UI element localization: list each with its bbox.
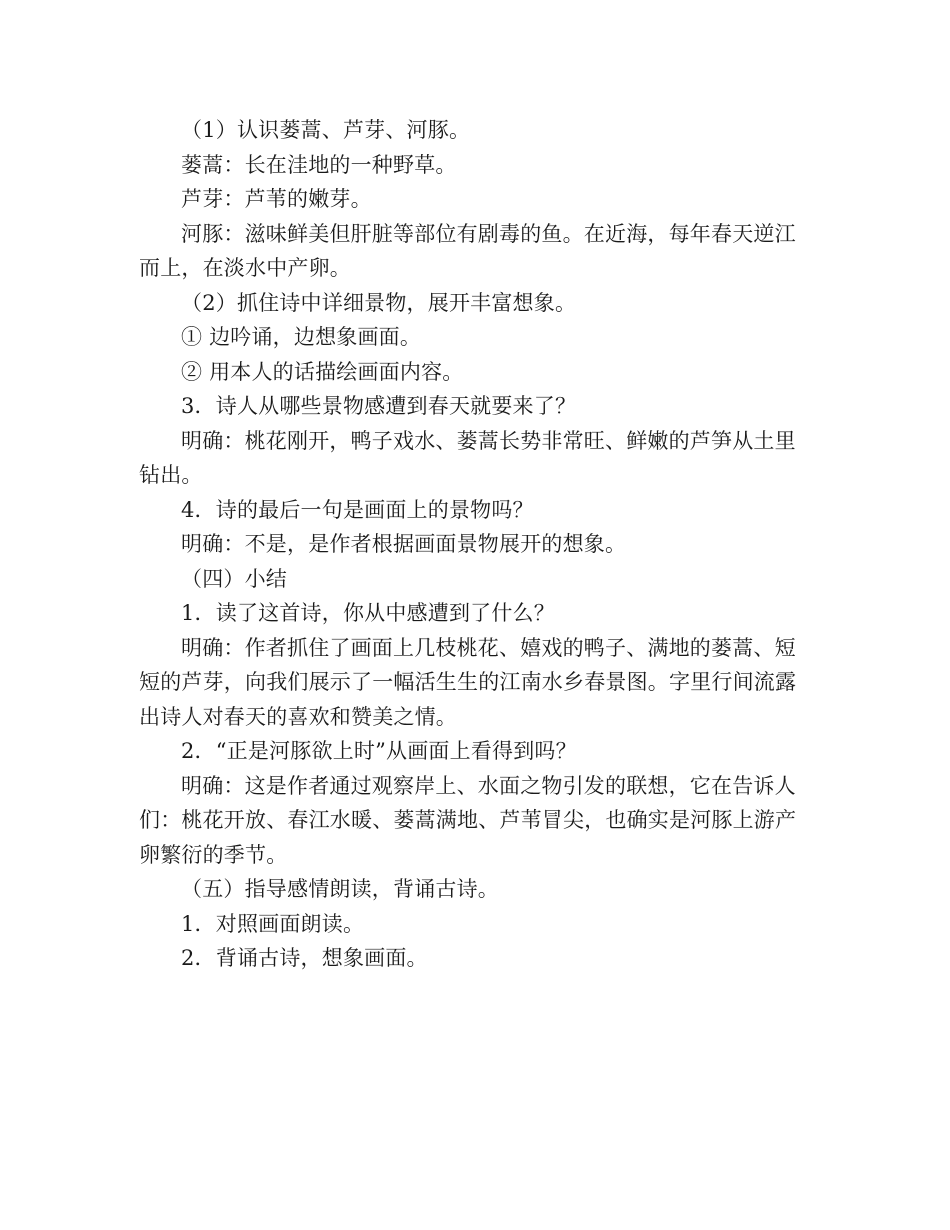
answer-4: 明确：不是，是作者根据画面景物展开的想象。: [181, 532, 627, 556]
summary-question-2: 2．“正是河豚欲上时”从画面上看得到吗？: [181, 739, 577, 763]
section-heading-reading: （五）指导感情朗读，背诵古诗。: [181, 877, 499, 901]
answer-3: 明确：桃花刚开，鸭子戏水、蒌蒿长势非常旺、鲜嫩的芦笋从土里钻出。: [139, 428, 796, 487]
summary-answer-2: 明确：这是作者通过观察岸上、水面之物引发的联想，它在告诉人们：桃花开放、春江水暖、蒌蒿满地、芦苇冒尖，也确实是河豚上游产卵繁衍的季节。: [139, 773, 797, 867]
question-4: 4．诗的最后一句是画面上的景物吗？: [181, 497, 534, 522]
section-heading-2: （2）抓住诗中详细景物，展开丰富想象。: [181, 290, 577, 315]
question-3: 3．诗人从哪些景物感遭到春天就要来了？: [181, 394, 577, 418]
reading-step-1: 1．对照画面朗读。: [181, 911, 365, 936]
summary-question-1: 1．读了这首诗，你从中感遭到了什么？: [181, 601, 555, 625]
reading-step-2: 2．背诵古诗，想象画面。: [181, 946, 428, 970]
definition-hetun: 河豚：滋味鲜美但肝脏等部位有剧毒的鱼。在近海，每年春天逆江而上，在淡水中产卵。: [139, 221, 796, 280]
list-item-1: ① 边吟诵，边想象画面。: [181, 325, 422, 349]
list-item-2: ② 用本人的话描绘画面内容。: [181, 359, 464, 384]
section-heading-1: （1）认识蒌蒿、芦芽、河豚。: [181, 118, 471, 142]
document-body: [139, 113, 814, 976]
definition-louhao: 蒌蒿：长在洼地的一种野草。: [181, 152, 457, 177]
definition-luya: 芦芽：芦苇的嫩芽。: [181, 187, 372, 211]
summary-answer-1: 明确：作者抓住了画面上几枝桃花、嬉戏的鸭子、满地的蒌蒿、短短的芦芽，向我们展示了一幅活生生的江南水乡春景图。字里行间流露出诗人对春天的喜欢和赞美之情。: [139, 635, 797, 729]
section-heading-summary: （四）小结: [181, 566, 287, 591]
